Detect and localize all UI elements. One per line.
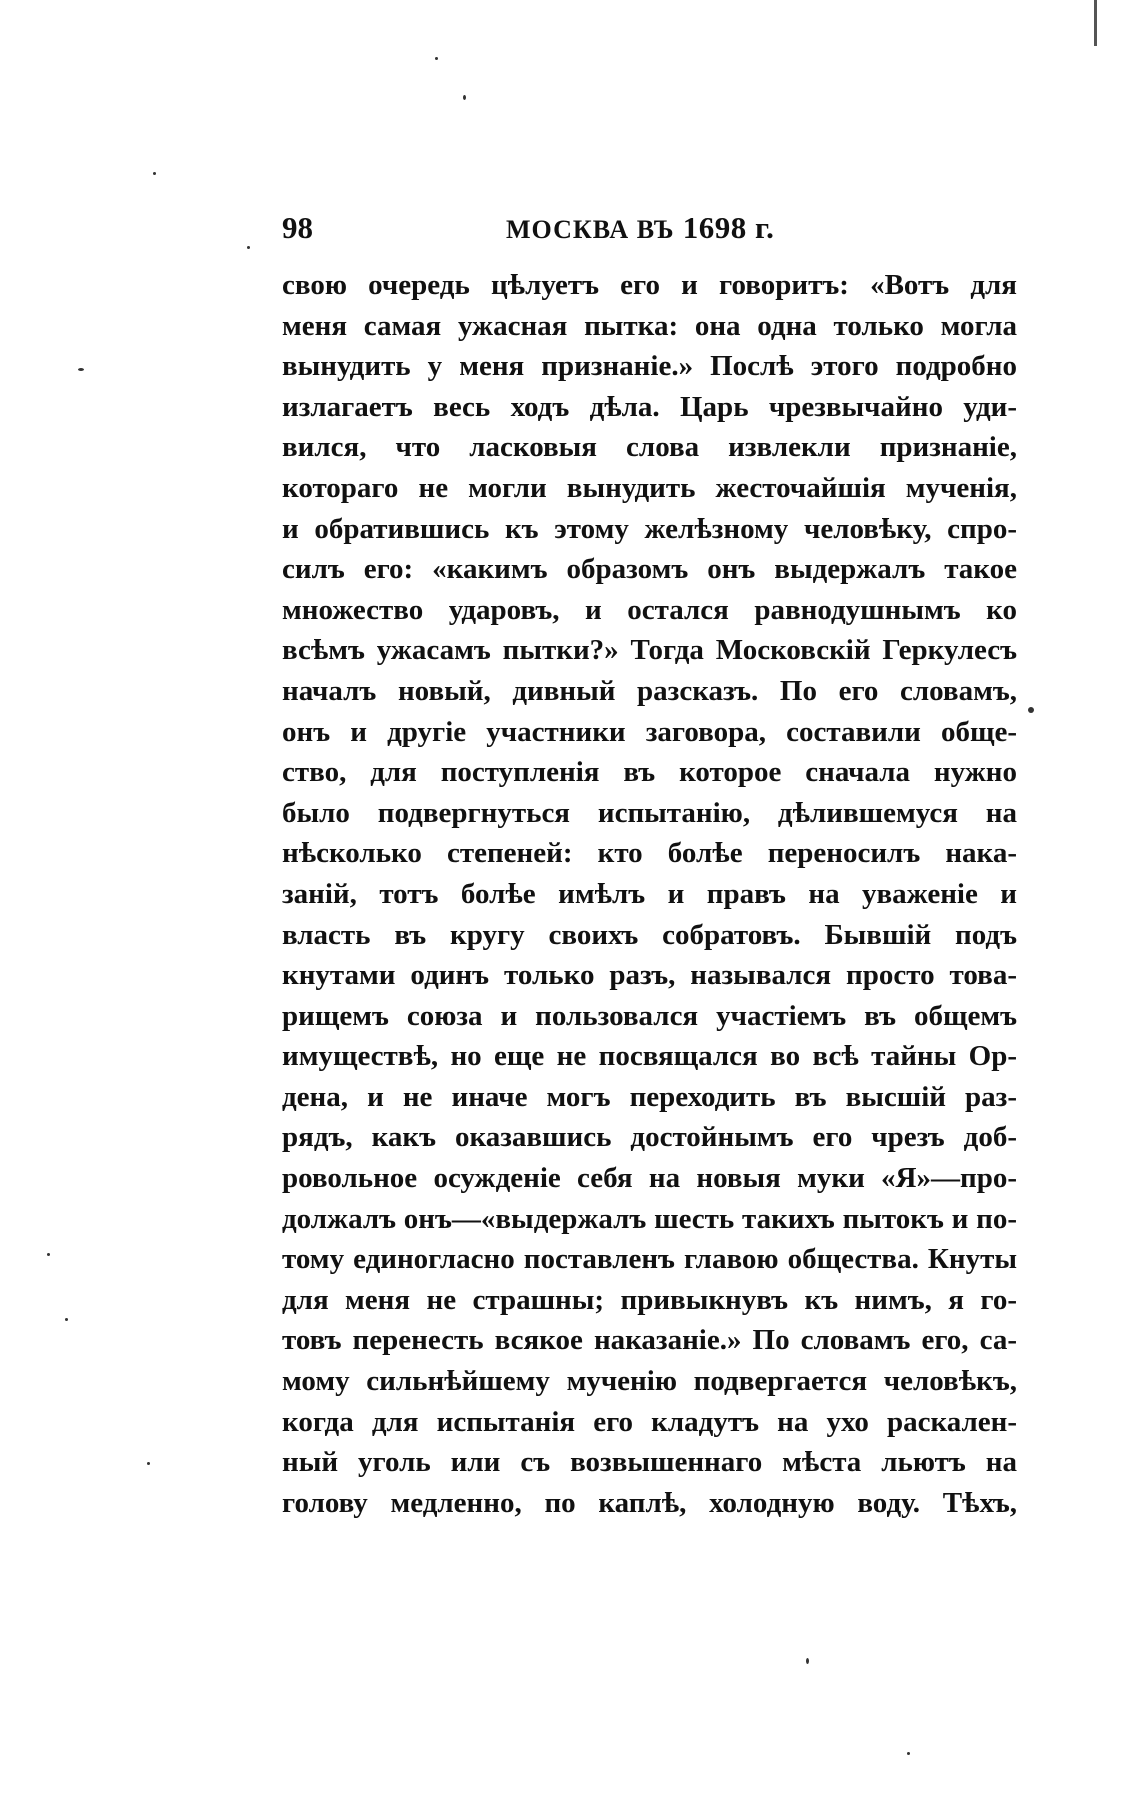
text-line: дена, и не иначе могъ переходить въ высшій раз- bbox=[282, 1080, 1017, 1113]
text-line: свою очередь цѣлуетъ его и говоритъ: «Вотъ для bbox=[282, 269, 1017, 301]
text-line: ство, для поступленія въ которое сначала нужно bbox=[282, 756, 1017, 789]
text-line: меня самая ужасная пытка: она одна только могла bbox=[282, 309, 1017, 342]
text-line: рядъ, какъ оказавшись достойнымъ его чрезъ доб- bbox=[282, 1121, 1017, 1154]
scan-speck bbox=[463, 95, 466, 100]
scan-speck bbox=[435, 57, 438, 60]
text-line: власть въ кругу своихъ собратовъ. Бывшій подъ bbox=[282, 918, 1017, 951]
text-line: всѣмъ ужасамъ пытки?» Тогда Московскій Геркулесъ bbox=[282, 634, 1017, 667]
text-line: товъ перенесть всякое наказаніе.» По словамъ его, са- bbox=[282, 1324, 1017, 1357]
text-line: силъ его: «какимъ образомъ онъ выдержалъ такое bbox=[282, 553, 1017, 586]
page-header bbox=[282, 208, 1017, 248]
scan-speck bbox=[907, 1752, 910, 1755]
running-head-title: МОСКВА ВЪ bbox=[506, 215, 675, 244]
text-line: кнутами одинъ только разъ, назывался просто това- bbox=[282, 959, 1017, 992]
scan-speck bbox=[806, 1658, 809, 1664]
text-line: ровольное осужденіе себя на новыя муки «Я»—про- bbox=[282, 1162, 1017, 1195]
text-line: рищемъ союза и пользовался участіемъ въ общемъ bbox=[282, 999, 1017, 1032]
scan-edge-mark bbox=[1094, 0, 1097, 46]
text-line: вынудить у меня признаніе.» Послѣ этого подробно bbox=[282, 350, 1017, 383]
page-number: 98 bbox=[282, 210, 313, 245]
text-line: вился, что ласковыя слова извлекли признаніе, bbox=[282, 431, 1017, 464]
text-line: онъ и другіе участники заговора, составили обще- bbox=[282, 715, 1017, 748]
text-line: нѣсколько степеней: кто болѣе переносилъ нака- bbox=[282, 837, 1017, 870]
scan-speck bbox=[153, 172, 156, 175]
text-line: заній, тотъ болѣе имѣлъ и правъ на уваженіе и bbox=[282, 877, 1017, 910]
scan-speck bbox=[247, 246, 250, 249]
running-head bbox=[506, 208, 774, 250]
text-line: излагаетъ весь ходъ дѣла. Царь чрезвычайно уди- bbox=[282, 390, 1017, 423]
text-line: голову медленно, по каплѣ, холодную воду. Тѣхъ, bbox=[282, 1486, 1017, 1519]
text-line: имуществѣ, но еще не посвящался во всѣ тайны Ор- bbox=[282, 1040, 1017, 1073]
body-text bbox=[282, 265, 1017, 1523]
text-line: должалъ онъ—«выдержалъ шесть такихъ пытокъ и по- bbox=[282, 1202, 1017, 1235]
text-line: и обратившись къ этому желѣзному человѣку, спро- bbox=[282, 512, 1017, 545]
text-line: было подвергнуться испытанію, дѣлившемуся на bbox=[282, 796, 1017, 829]
text-line: котораго не могли вынудить жесточайшія мученія, bbox=[282, 471, 1017, 504]
text-line: множество ударовъ, и остался равнодушнымъ ко bbox=[282, 593, 1017, 626]
scan-speck bbox=[1028, 707, 1034, 713]
scan-speck bbox=[78, 368, 84, 371]
text-line: ный уголь или съ возвышеннаго мѣста льютъ на bbox=[282, 1446, 1017, 1479]
scan-speck bbox=[47, 1253, 50, 1256]
text-line: началъ новый, дивный разсказъ. По его словамъ, bbox=[282, 674, 1017, 707]
scan-speck bbox=[65, 1318, 68, 1321]
scan-speck bbox=[147, 1462, 150, 1465]
text-line: тому единогласно поставленъ главою общества. Кнуты bbox=[282, 1243, 1017, 1276]
text-line: когда для испытанія его кладутъ на ухо раскален- bbox=[282, 1405, 1017, 1438]
text-line: для меня не страшны; привыкнувъ къ нимъ, я го- bbox=[282, 1283, 1017, 1316]
running-head-year: 1698 г. bbox=[682, 210, 775, 245]
text-line: мому сильнѣйшему мученію подвергается человѣкъ, bbox=[282, 1365, 1017, 1398]
